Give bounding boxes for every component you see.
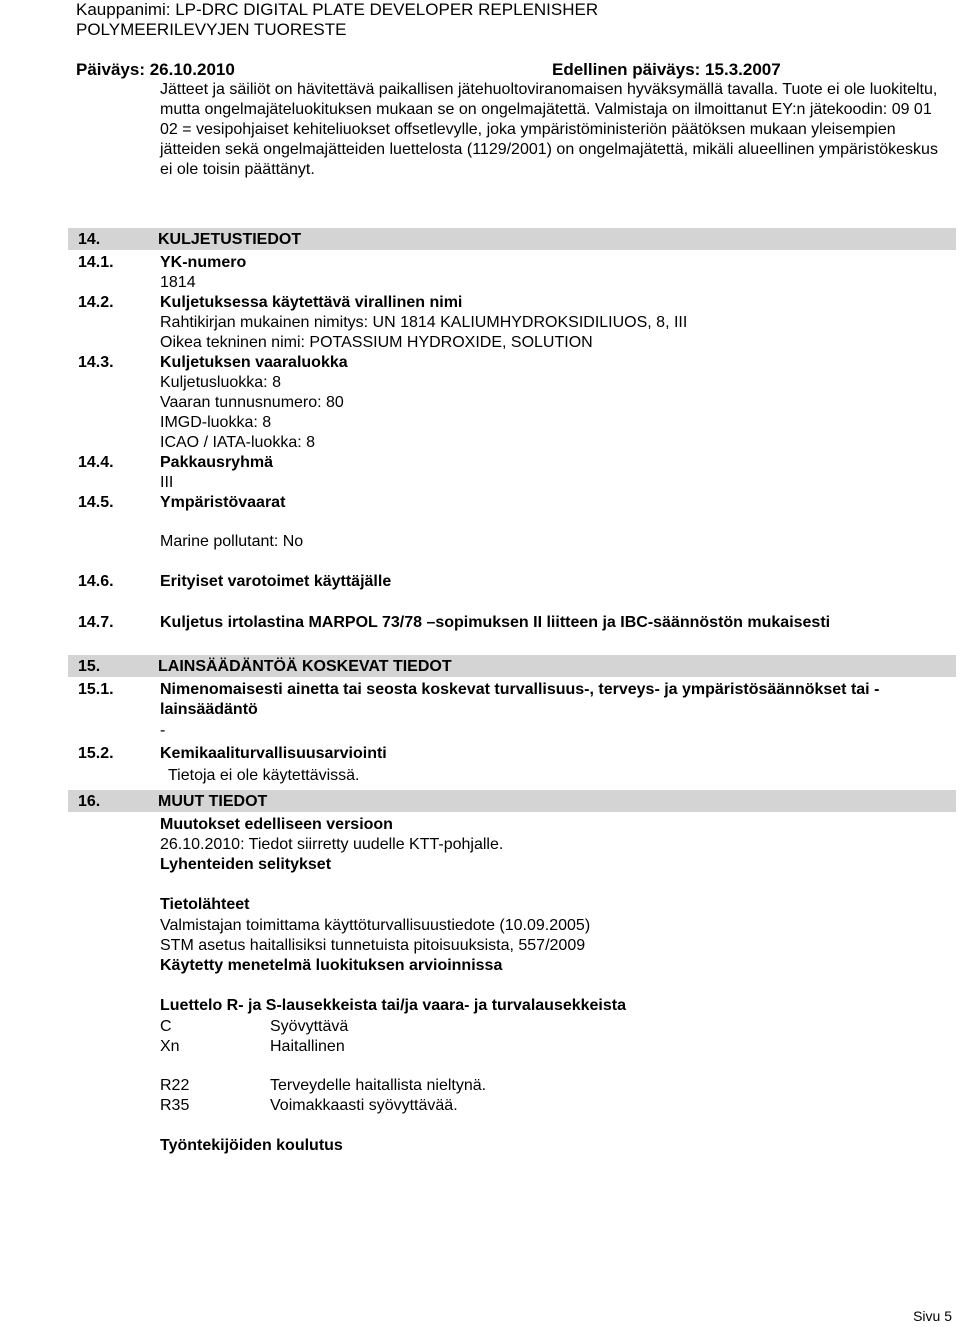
source-item: Valmistajan toimittama käyttöturvallisuustiedote (10.09.2005) xyxy=(160,917,591,934)
hazard-number: Vaaran tunnusnumero: 80 xyxy=(160,394,344,411)
section-title: LAINSÄÄDÄNTÖÄ KOSKEVAT TIEDOT xyxy=(158,658,452,675)
section-title: MUUT TIEDOT xyxy=(158,793,268,810)
imdg-class: IMGD-luokka: 8 xyxy=(160,414,272,431)
sources-title: Tietolähteet xyxy=(160,896,250,913)
technical-name: Oikea tekninen nimi: POTASSIUM HYDROXIDE, SOLUTION xyxy=(160,334,593,351)
source-item: STM asetus haitallisiksi tunnetuista pitoisuuksista, 557/2009 xyxy=(160,937,586,954)
subsection-number: 14.3. xyxy=(78,354,114,371)
legislation-value: - xyxy=(160,722,166,739)
subsection-number: 15.1. xyxy=(78,681,114,698)
waste-paragraph: Jätteet ja säiliöt on hävitettävä paikallisen jätehuoltoviranomaisen hyväksymällä tavalla. Tuote ei ole luokiteltu, mutta ongelmajäteluokituksen mukaan se on ongelmajätettä. Valmistaja on ilmoittanut EY:n jätekoodin: 09 01 02 = vesipohjaiset kehiteliuokset offsetlevylle, joka ympäristöministeriön päätöksen mukaan yleisempien jätteiden sekä ongelmajätteiden luettelosta (1129/2001) on ongelmajätettä, mikäli alueellinen ympäristökeskus ei ole toisin päättänyt. xyxy=(160,81,938,178)
product-subtitle: POLYMEERILEVYJEN TUORESTE xyxy=(76,20,347,39)
phrases-title: Luettelo R- ja S-lausekkeista tai/ja vaara- ja turvalausekkeista xyxy=(160,997,626,1014)
subsection-number: 14.5. xyxy=(78,494,114,511)
transport-class: Kuljetusluokka: 8 xyxy=(160,374,281,391)
symbol-code: Xn xyxy=(160,1038,180,1055)
date: Päiväys: 26.10.2010 xyxy=(76,60,235,79)
safety-assessment-value: Tietoja ei ole käytettävissä. xyxy=(168,767,360,784)
section-number: 15. xyxy=(78,658,101,675)
rphrase-text: Terveydelle haitallista nieltynä. xyxy=(270,1077,487,1094)
subsection-number: 15.2. xyxy=(78,745,114,762)
changes-title: Muutokset edelliseen versioon xyxy=(160,816,393,833)
subsection-title: Pakkausryhmä xyxy=(160,454,273,471)
marine-pollutant: Marine pollutant: No xyxy=(160,533,304,550)
product-name: Kauppanimi: LP-DRC DIGITAL PLATE DEVELOPER REPLENISHER xyxy=(76,0,599,19)
subsection-number: 14.4. xyxy=(78,454,114,471)
training-title: Työntekijöiden koulutus xyxy=(160,1137,343,1154)
shipping-name: Rahtikirjan mukainen nimitys: UN 1814 KALIUMHYDROKSIDILIUOS, 8, III xyxy=(160,314,688,331)
un-number: 1814 xyxy=(160,274,196,291)
subsection-number: 14.7. xyxy=(78,614,114,631)
method-title: Käytetty menetelmä luokituksen arvioinnissa xyxy=(160,957,503,974)
symbol-code: C xyxy=(160,1018,172,1035)
previous-date: Edellinen päiväys: 15.3.2007 xyxy=(552,60,781,79)
changes-text: 26.10.2010: Tiedot siirretty uudelle KTT-pohjalle. xyxy=(160,836,504,853)
subsection-title-cont: lainsäädäntö xyxy=(160,701,258,718)
subsection-title: Erityiset varotoimet käyttäjälle xyxy=(160,573,392,590)
rphrase-text: Voimakkaasti syövyttävää. xyxy=(270,1097,458,1114)
subsection-title: Kemikaaliturvallisuusarviointi xyxy=(160,745,387,762)
symbol-text: Syövyttävä xyxy=(270,1018,349,1035)
subsection-title: Kuljetuksessa käytettävä virallinen nimi xyxy=(160,294,463,311)
section-title: KULJETUSTIEDOT xyxy=(158,231,302,248)
subsection-number: 14.6. xyxy=(78,573,114,590)
symbol-text: Haitallinen xyxy=(270,1038,345,1055)
rphrase-code: R35 xyxy=(160,1097,190,1114)
subsection-title: Kuljetus irtolastina MARPOL 73/78 –sopimuksen II liitteen ja IBC-säännöstön mukaisesti xyxy=(160,614,831,631)
rphrase-code: R22 xyxy=(160,1077,190,1094)
icao-class: ICAO / IATA-luokka: 8 xyxy=(160,434,316,451)
section-number: 16. xyxy=(78,793,101,810)
subsection-title: YK-numero xyxy=(160,254,247,271)
abbreviations-title: Lyhenteiden selitykset xyxy=(160,856,332,873)
subsection-title: Nimenomaisesti ainetta tai seosta koskevat turvallisuus-, terveys- ja ympäristösäännökset tai - xyxy=(160,681,880,698)
page-number: Sivu 5 xyxy=(913,1308,952,1324)
subsection-title: Ympäristövaarat xyxy=(160,494,286,511)
packing-group: III xyxy=(160,474,174,491)
subsection-number: 14.2. xyxy=(78,294,114,311)
subsection-title: Kuljetuksen vaaraluokka xyxy=(160,354,348,371)
subsection-number: 14.1. xyxy=(78,254,114,271)
section-number: 14. xyxy=(78,231,101,248)
